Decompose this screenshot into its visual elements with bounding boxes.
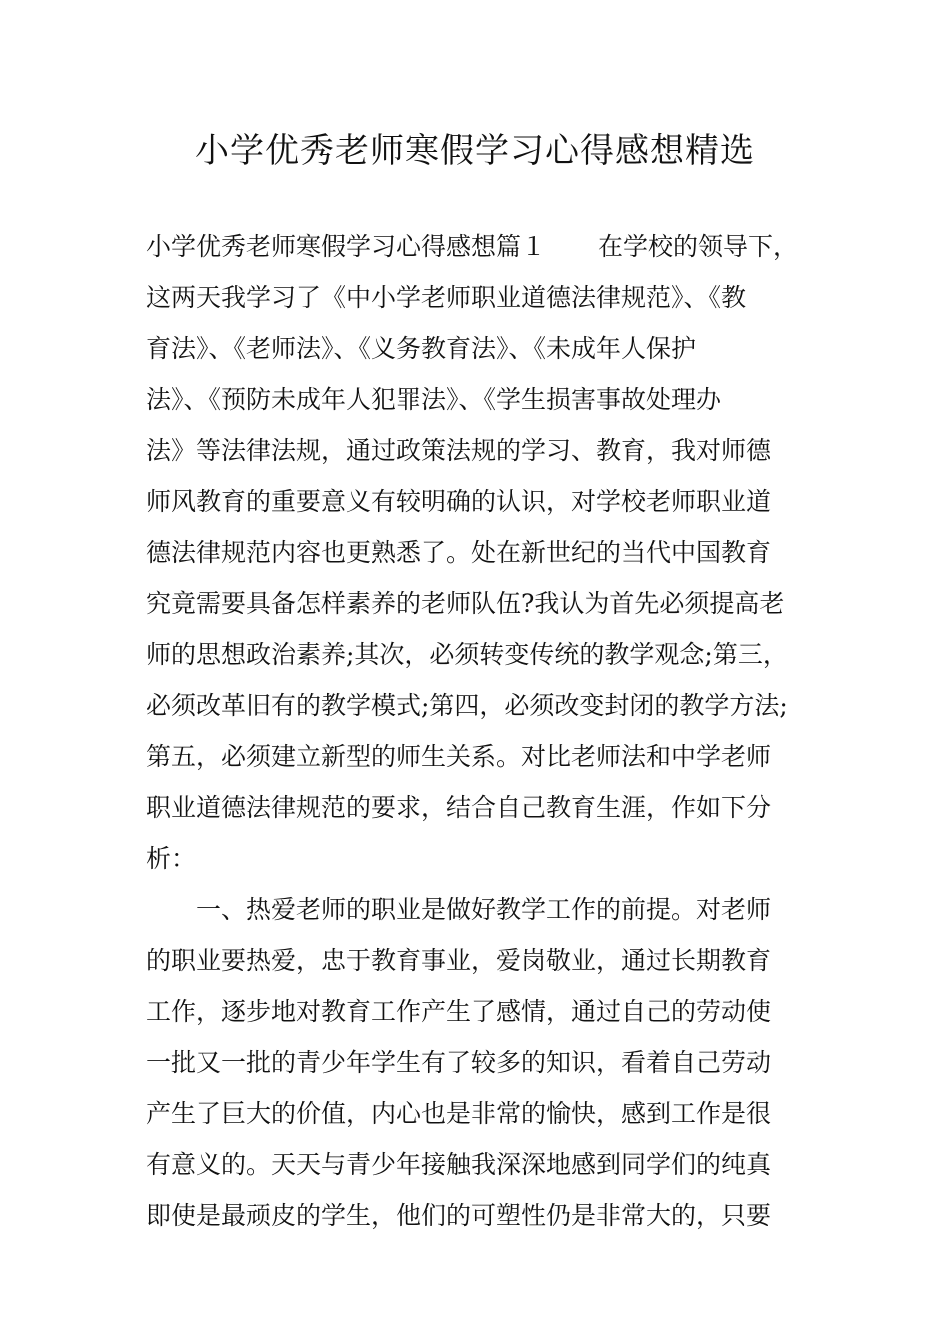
text-line-19: 有意义的。天天与青少年接触我深深地感到同学们的纯真 (146, 1150, 772, 1179)
text-line-6: 师风教育的重要意义有较明确的认识，对学校老师职业道 (146, 487, 772, 516)
text-line-5: 法》等法律法规，通过政策法规的学习、教育，我对师德 (146, 436, 772, 465)
text-line-11: 第五，必须建立新型的师生关系。对比老师法和中学老师 (146, 742, 772, 771)
text-line-1 (146, 229, 826, 265)
text-line-13: 析： (146, 844, 197, 873)
text-line-15: 的职业要热爱，忠于教育事业，爱岗敬业，通过长期教育 (146, 946, 772, 975)
document-title: 小学优秀老师寒假学习心得感想精选 (195, 131, 755, 171)
paragraph-start-line: 一、热爱老师的职业是做好教学工作的前提。对老师 (196, 895, 772, 924)
text-line-12: 职业道德法律规范的要求，结合自己教育生涯，作如下分 (146, 793, 772, 822)
text-line-16: 工作，逐步地对教育工作产生了感情，通过自己的劳动使 (146, 997, 772, 1026)
text-line-20: 即使是最顽皮的学生，他们的可塑性仍是非常大的，只要 (146, 1201, 772, 1230)
text-segment: 在学校的领导下， (598, 232, 799, 261)
text-line-2: 这两天我学习了《中小学老师职业道德法律规范》、《教 (146, 283, 747, 312)
text-line-3: 育法》、《老师法》、《义务教育法》、《未成年人保护 (146, 334, 697, 363)
section-heading: 小学优秀老师寒假学习心得感想篇１ (146, 232, 547, 261)
text-line-7: 德法律规范内容也更熟悉了。处在新世纪的当代中国教育 (146, 538, 772, 567)
text-line-9: 师的思想政治素养;其次，必须转变传统的教学观念;第三， (146, 640, 788, 669)
text-line-10: 必须改革旧有的教学模式;第四，必须改变封闭的教学方法; (146, 691, 788, 720)
text-line-8: 究竟需要具备怎样素养的老师队伍?我认为首先必须提高老 (146, 589, 785, 618)
text-line-18: 产生了巨大的价值，内心也是非常的愉快，感到工作是很 (146, 1099, 772, 1128)
text-line-4: 法》、《预防未成年人犯罪法》、《学生损害事故处理办 (146, 385, 722, 414)
text-line-17: 一批又一批的青少年学生有了较多的知识，看着自己劳动 (146, 1048, 772, 1077)
